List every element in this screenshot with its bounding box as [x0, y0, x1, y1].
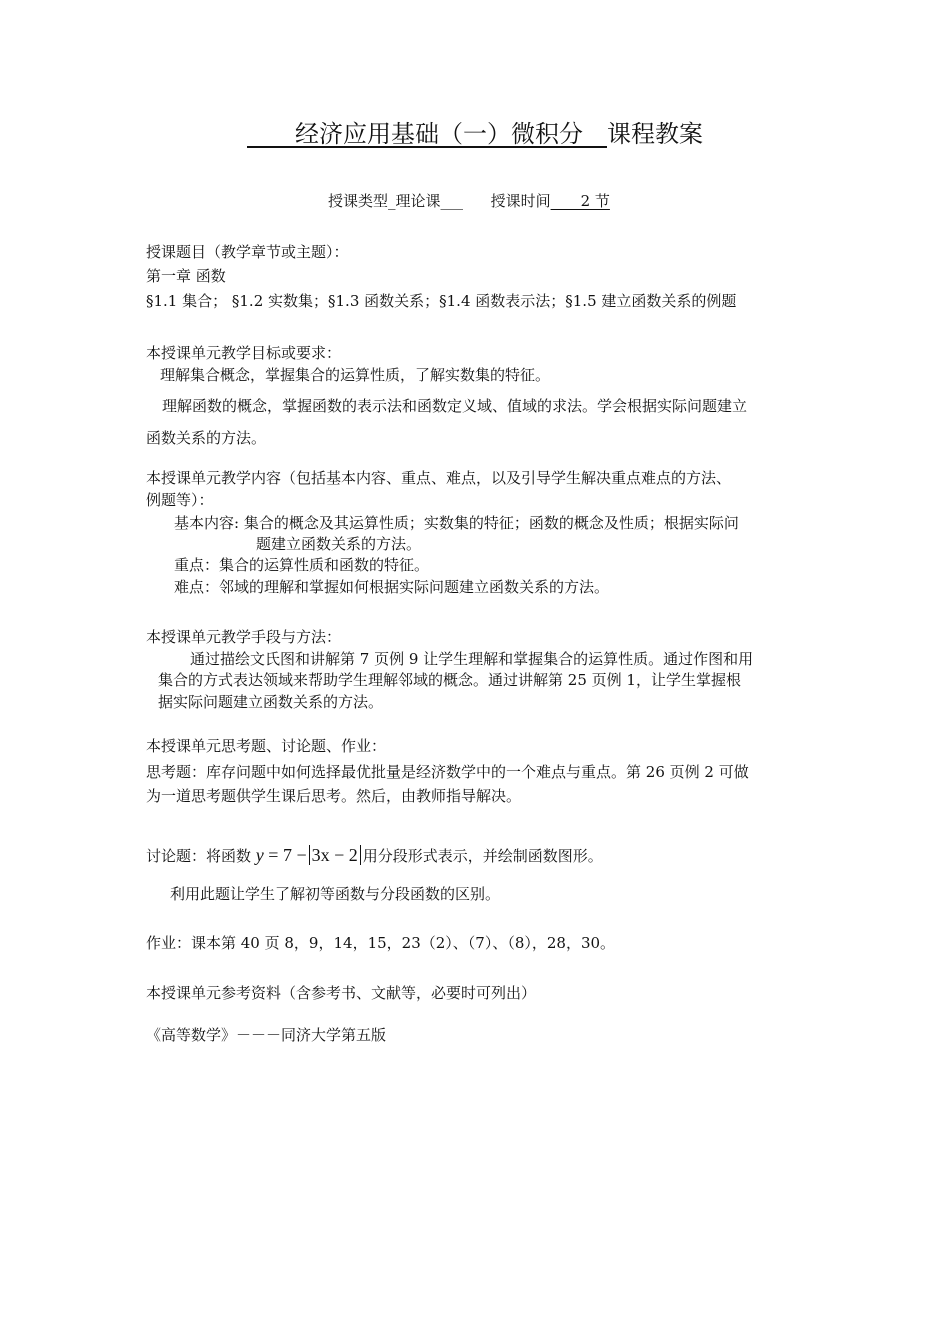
goal-line: 理解函数的概念，掌握函数的表示法和函数定义域、值域的求法。学会根据实际问题建立 — [162, 397, 748, 415]
title-suffix: 课程教案 — [607, 120, 703, 148]
formula-y: y — [255, 845, 264, 865]
course-name: 经济应用基础（一）微积分 — [295, 120, 607, 148]
reference-book: 《高等数学》－－－同济大学第五版 — [146, 1026, 387, 1044]
page-title — [0, 117, 950, 151]
formula — [256, 845, 363, 865]
method-line: 集合的方式表达领域来帮助学生理解邻域的概念。通过讲解第 25 页例 1，让学生掌握根 — [158, 671, 741, 689]
thinking-question: 为一道思考题供学生课后思考。然后，由教师指导解决。 — [146, 787, 522, 805]
difficult-point: 难点：邻域的理解和掌握如何根据实际问题建立函数关系的方法。 — [174, 578, 610, 596]
abs-bar-right — [360, 845, 361, 865]
lesson-type-label: 授课类型_ — [328, 192, 396, 210]
key-point: 重点：集合的运算性质和函数的特征。 — [174, 556, 430, 574]
topic-label: 授课题目（教学章节或主题）： — [146, 243, 349, 261]
exercises-label: 本授课单元思考题、讨论题、作业： — [146, 737, 387, 755]
discussion-note: 利用此题让学生了解初等函数与分段函数的区别。 — [170, 885, 501, 903]
homework: 作业：课本第 40 页 8，9，14，15，23（2）、（7）、（8），28，30。 — [146, 934, 616, 952]
basic-content: 题建立函数关系的方法。 — [256, 535, 422, 553]
goal-line: 函数关系的方法。 — [146, 429, 267, 447]
abs-bar-left — [309, 845, 310, 865]
title-blank: ____ — [247, 120, 295, 148]
method-line: 据实际问题建立函数关系的方法。 — [158, 693, 384, 711]
discussion-suffix: 用分段形式表示，并绘制函数图形。 — [362, 847, 603, 865]
lesson-type-value: 理论课___ — [395, 192, 464, 210]
basic-content: 基本内容: 集合的概念及其运算性质；实数集的特征；函数的概念及性质；根据实际问 — [174, 514, 739, 532]
formula-eq: = 7 − — [263, 845, 307, 865]
content-label: 例题等）： — [146, 491, 214, 509]
discussion-prefix: 讨论题：将函数 — [146, 847, 252, 865]
methods-label: 本授课单元教学手段与方法： — [146, 628, 342, 646]
method-line: 通过描绘文氏图和讲解第 7 页例 9 让学生理解和掌握集合的运算性质。通过作图和用 — [190, 650, 754, 668]
section-list: §1.1 集合； §1.2 实数集；§1.3 函数关系；§1.4 函数表示法；§1.5 建立函数关系的例题 — [146, 292, 737, 310]
formula-inner: 3x − 2 — [311, 845, 358, 865]
lesson-time-label: 授课时间 — [490, 192, 551, 210]
discussion-question — [146, 843, 603, 868]
thinking-question: 思考题：库存问题中如何选择最优批量是经济数学中的一个难点与重点。第 26 页例 2 可做 — [146, 763, 749, 781]
lesson-meta — [328, 191, 610, 211]
goals-label: 本授课单元教学目标或要求： — [146, 344, 342, 362]
goal-line: 理解集合概念，掌握集合的运算性质，了解实数集的特征。 — [160, 366, 551, 384]
chapter-title: 第一章 函数 — [146, 267, 226, 285]
references-label: 本授课单元参考资料（含参考书、文献等，必要时可列出） — [146, 984, 537, 1002]
content-label: 本授课单元教学内容（包括基本内容、重点、难点，以及引导学生解决重点难点的方法、 — [146, 469, 732, 487]
lesson-time-value: ____2 节 — [550, 192, 610, 210]
